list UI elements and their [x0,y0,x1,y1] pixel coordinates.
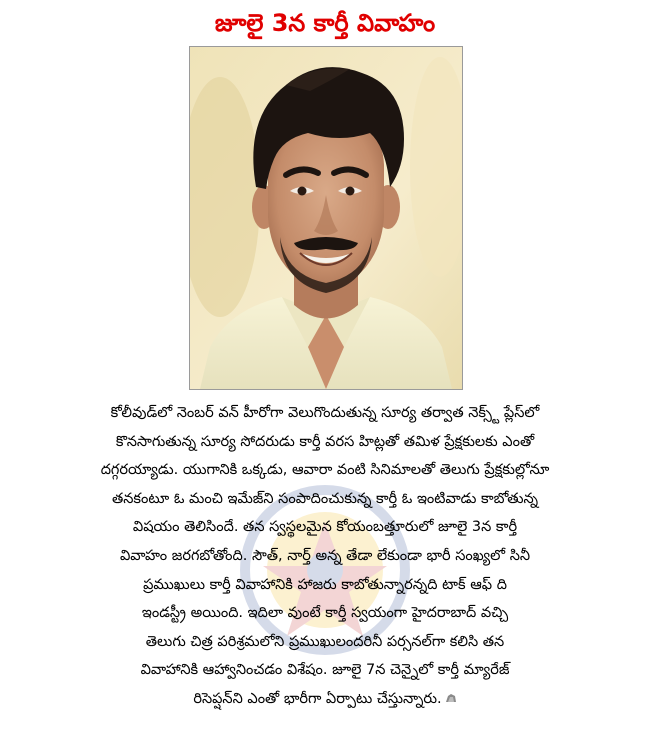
article-line-11 [8,685,642,714]
article-line-9: తెలుగు చిత్ర పరిశ్రమలోని ప్రముఖులందరినీ పర్సనల్‌గా కలిసి తన [145,633,505,650]
article-body [8,399,642,714]
headline: జూలై 3న కార్తీ వివాహం [214,9,436,37]
article-line-7: ప్రముఖులు కార్తీ వివాహానికి హాజరు కాబోతున్నారన్నది టాక్ ఆఫ్ ది [143,576,507,593]
article-line-8: ఇండస్ట్రీ అయింది. ఇదిలా వుంటే కార్తీ స్వయంగా హైదరాబాద్ వచ్చి [141,605,509,622]
portrait-photo [189,46,463,390]
article-line-6: వివాహం జరగబోతోంది. సౌత్, నార్త్ అన్న తేడా లేకుండా భారీ సంఖ్యలో సినీ [119,547,531,564]
article-line-10: వివాహానికి ఆహ్వానించడం విశేషం. జూలై 7న చెన్నైలో కార్తీ మ్యారేజ్ [140,662,510,679]
article-line-4: తనకంటూ ఓ మంచి ఇమేజ్‌ని సంపాదించుకున్న కార్తీ ఓ ఇంటివాడు కాబోతున్న [111,490,539,507]
article-line-11-text: రిసెప్షన్‌ని ఎంతో భారీగా ఏర్పాటు చేస్తున్నారు. [193,690,442,707]
article-line-2: కొనసాగుతున్న సూర్య సోదరుడు కార్తీ వరస హిట్లతో తమిళ ప్రేక్షకులకు ఎంతో [115,433,535,450]
article-line-3: దగ్గరయ్యాడు. యుగానికి ఒక్కడు, ఆవారా వంటి సినిమాలతో తెలుగు ప్రేక్షకుల్లోనూ [100,462,550,479]
portrait-photo-icon [190,47,462,389]
small-stone-mark-icon [445,692,457,704]
article-line-1: కోలీవుడ్‌లో నెంబర్ వన్ హీరోగా వెలుగొందుతున్న సూర్య తర్వాత నెక్స్ట్ ప్లేస్‌లో [110,405,540,421]
article-line-5: విషయం తెలిసిందే. తన స్వస్థలమైన కోయంబత్తూరులో జూలై 3న కార్తీ [132,519,518,536]
